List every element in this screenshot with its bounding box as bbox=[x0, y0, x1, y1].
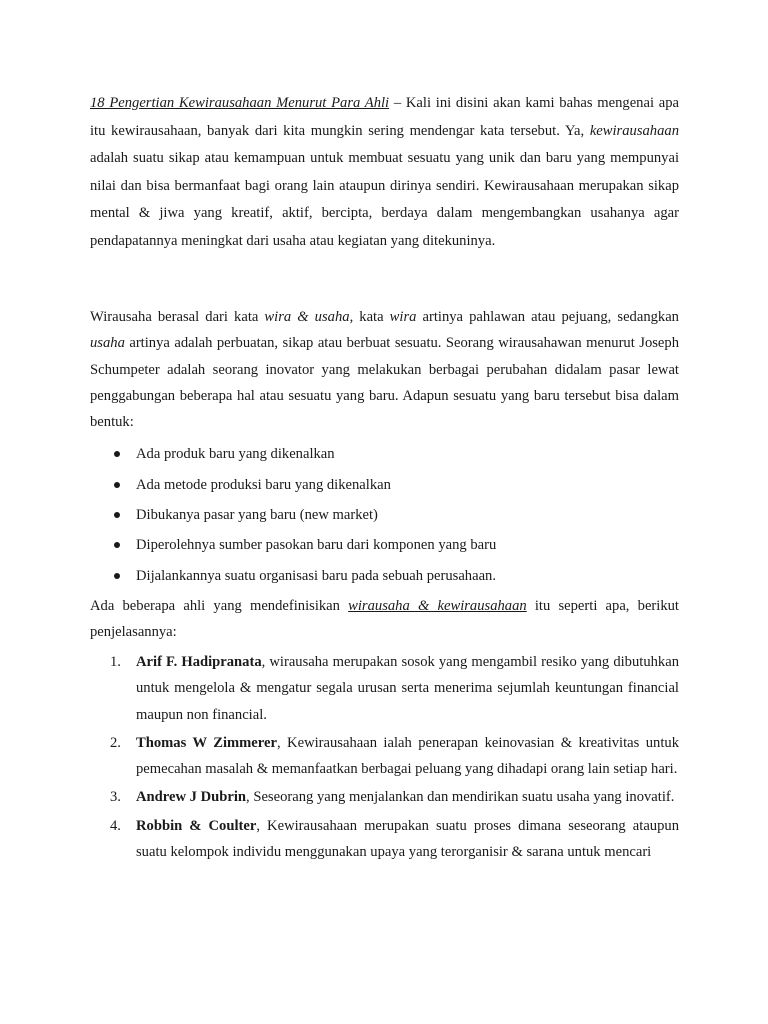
italic-term-kewirausahaan: kewirausahaan bbox=[589, 122, 679, 139]
bullet-text: Diperolehnya sumber pasokan baru dari komponen yang baru bbox=[136, 537, 497, 554]
bullet-icon bbox=[114, 542, 120, 548]
bullet-text: Ada produk baru yang dikenalkan bbox=[136, 446, 335, 463]
list-item bbox=[90, 439, 679, 469]
list-number: 3. bbox=[110, 789, 121, 806]
origin-text-2: , kata bbox=[349, 309, 390, 325]
experts-intro-text-1: Ada beberapa ahli yang mendefinisikan bbox=[90, 597, 349, 614]
intro-text-2: adalah suatu sikap atau kemampuan untuk membuat sesuatu yang unik dan baru yang mempunyai nilai dan bisa bermanfaat bagi orang lain ataupun dirinya sendiri. Kewirausahaan merupakan sikap mental & jiwa yang kreatif, aktif, bercipta, berdaya dalam mengembangkan usahanya agar pendapatannya meningkat dari usaha atau kegiatan yang ditekuninya. bbox=[90, 150, 679, 249]
origin-paragraph bbox=[90, 304, 679, 435]
experts-intro-text-2: itu seperti apa, berikut penjelasannya: bbox=[90, 597, 679, 640]
italic-usaha: usaha bbox=[90, 335, 125, 352]
intro-text-1: – Kali ini disini akan kami bahas mengenai apa itu kewirausahaan, banyak dari kita mungkin sering mendengar kata tersebut. Ya, bbox=[90, 95, 680, 139]
bullet-icon bbox=[114, 451, 120, 457]
expert-name: Thomas W Zimmerer bbox=[136, 734, 277, 751]
bullet-list bbox=[90, 439, 679, 590]
list-item bbox=[90, 813, 679, 866]
intro-paragraph bbox=[90, 90, 679, 255]
expert-name: Arif F. Hadipranata bbox=[136, 653, 262, 670]
expert-name: Robbin & Coulter bbox=[136, 817, 257, 834]
list-item bbox=[90, 784, 679, 810]
title-link[interactable]: 18 Pengertian Kewirausahaan Menurut Para Ahli bbox=[90, 95, 390, 111]
list-item bbox=[90, 561, 679, 591]
bullet-text: Ada metode produksi baru yang dikenalkan bbox=[136, 476, 391, 493]
expert-definition: , Kewirausahaan ialah penerapan keinovasian & kreativitas untuk pemecahan masalah & memanfaatkan berbagai peluang yang dihadapi orang lain setiap hari. bbox=[136, 734, 679, 778]
experts-list bbox=[90, 649, 679, 865]
bullet-text: Dijalankannya suatu organisasi baru pada sebuah perusahaan. bbox=[136, 567, 496, 584]
list-item bbox=[90, 730, 679, 783]
wirausaha-link[interactable]: wirausaha & kewirausahaan bbox=[348, 597, 527, 614]
list-item bbox=[90, 530, 679, 560]
bullet-icon bbox=[114, 573, 120, 579]
expert-definition: , Seseorang yang menjalankan dan mendirikan suatu usaha yang inovatif. bbox=[246, 789, 675, 806]
list-item bbox=[90, 649, 679, 728]
expert-definition: , wirausaha merupakan sosok yang mengambil resiko yang dibutuhkan untuk mengelola & mengatur segala urusan serta menerima sejumlah keuntungan financial maupun non financial. bbox=[136, 653, 679, 723]
list-number: 4. bbox=[110, 817, 121, 834]
list-item bbox=[90, 470, 679, 500]
list-number: 2. bbox=[110, 734, 121, 751]
bullet-icon bbox=[114, 482, 120, 488]
italic-wira: wira bbox=[389, 309, 417, 325]
list-item bbox=[90, 500, 679, 530]
expert-definition: , Kewirausahaan merupakan suatu proses dimana seseorang ataupun suatu kelompok individu menggunakan upaya yang terorganisir & sarana untuk mencari bbox=[136, 817, 679, 861]
italic-wira-usaha: wira & usaha bbox=[264, 309, 350, 325]
experts-intro-paragraph bbox=[90, 593, 679, 645]
bullet-icon bbox=[114, 512, 120, 518]
origin-text-4: artinya adalah perbuatan, sikap atau berbuat sesuatu. Seorang wirausahawan menurut Joseph Schumpeter adalah seorang inovator yang melakukan berbagai perubahan didalam pasar lewat penggabungan beberapa hal atau sesuatu yang baru. Adapun sesuatu yang baru tersebut bisa dalam bentuk: bbox=[90, 335, 679, 431]
expert-name: Andrew J Dubrin bbox=[136, 789, 247, 806]
origin-text-1: Wirausaha berasal dari kata bbox=[90, 309, 265, 325]
list-number: 1. bbox=[110, 653, 121, 670]
origin-text-3: artinya pahlawan atau pejuang, sedangkan bbox=[416, 309, 679, 325]
bullet-text: Dibukanya pasar yang baru (new market) bbox=[136, 507, 378, 524]
